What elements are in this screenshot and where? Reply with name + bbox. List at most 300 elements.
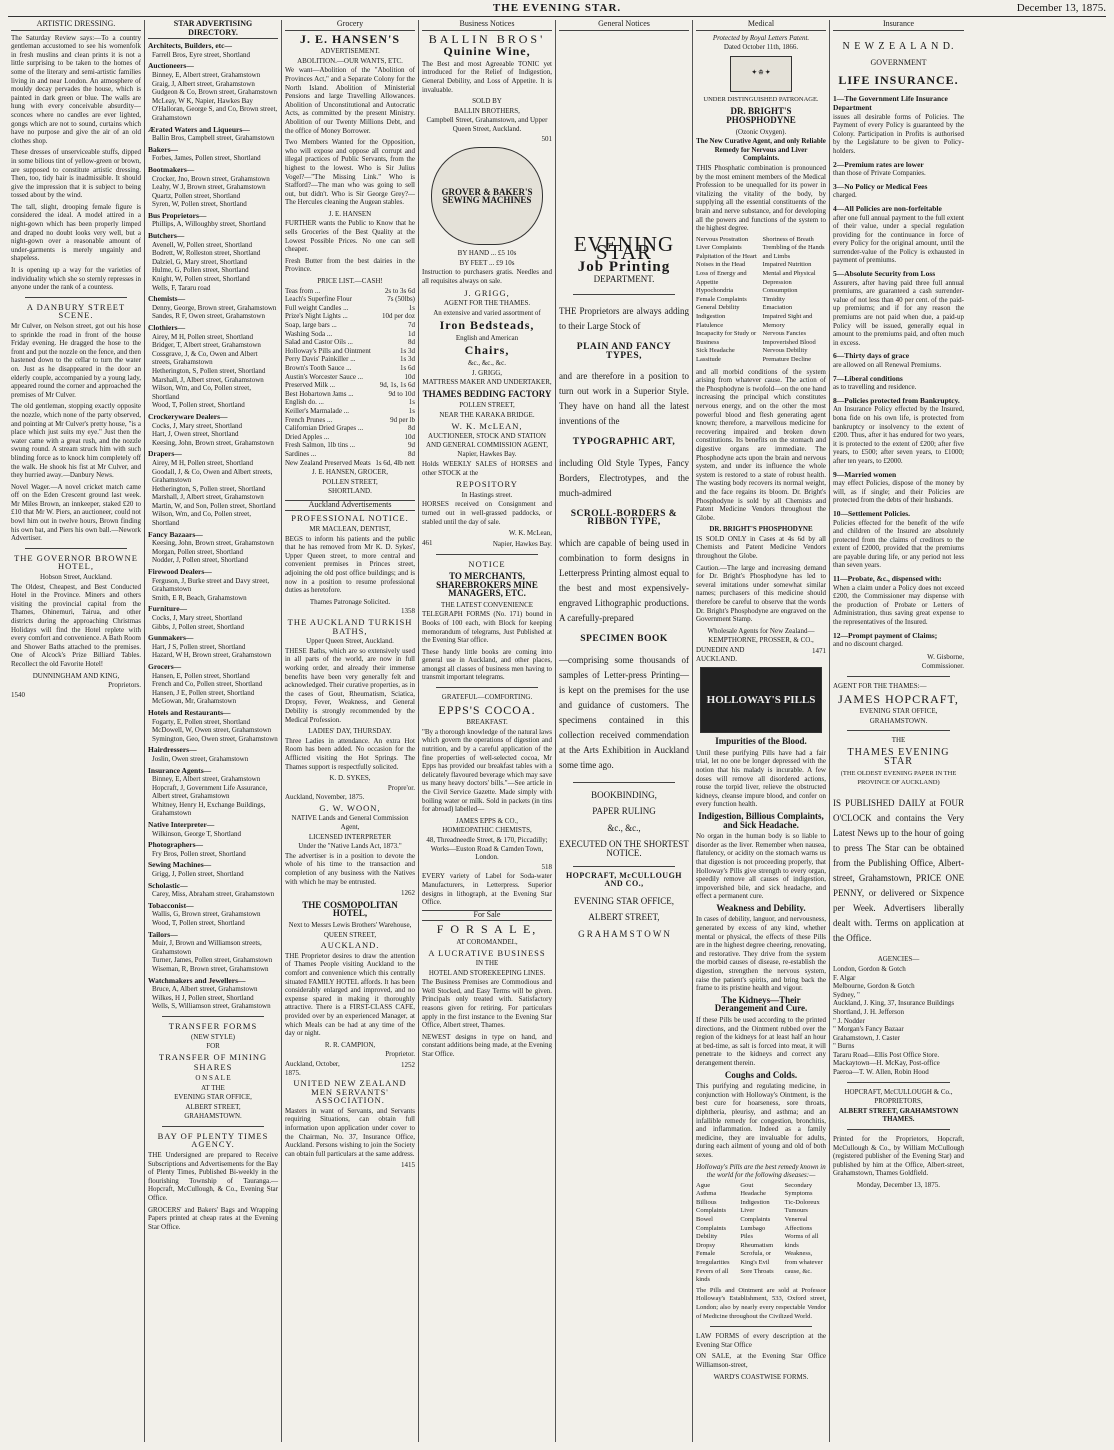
cosmopolitan-line: QUEEN STREET, xyxy=(323,930,377,939)
hansen-signature: J. E. HANSEN xyxy=(328,209,372,218)
mclean-line: AUCTIONEER, STOCK AND STATION AND GENERAL COMMISSION AGENT, xyxy=(425,432,549,449)
directory-category: Scholastic— xyxy=(148,880,188,890)
directory-entry: Grigg, J, Pollen street, Shortland xyxy=(152,870,244,879)
thames-star-text: IS PUBLISHED DAILY at FOUR O'CLOCK and contains the Very Latest News up to the hour of going to press The Star can be obtained from the Publishing Office, Albert-street, Grahamstown, PRICE ONE PENNY, or delivered or Sixpence per Week. Advertisers liberally dealt with. Terms on application at the Office. xyxy=(833,798,964,944)
ill-item: Bowel Complaints xyxy=(696,1216,726,1232)
printing-feature: PLAIN AND FANCY TYPES, xyxy=(576,341,672,361)
price-item: Brown's Tooth Sauce ... xyxy=(285,363,352,372)
transfer-forms-line: EVENING STAR OFFICE, xyxy=(174,1093,252,1102)
directory-category: Hotels and Restaurants— xyxy=(148,707,231,717)
transfer-forms-line: O N S A L E xyxy=(195,1073,231,1082)
dentist-name: MR MACLEAN, DENTIST, xyxy=(309,525,391,534)
transfer-forms-line: AT THE xyxy=(201,1083,225,1092)
sewing-machine-emblem: GROVER & BAKER'S SEWING MACHINES xyxy=(431,147,543,245)
insurance-item-heading: 9—Married women xyxy=(833,469,897,479)
label-notice: EVERY variety of Label for Soda-water Manufacturers, in Letterpress. Superior designs in lithograph, at the Evening Star Office. xyxy=(422,872,552,907)
directory-entry: Smith, E R, Beach, Grahamstown xyxy=(152,593,247,602)
printer-name: HOPCRAFT, McCULLOUGH AND CO., xyxy=(565,870,683,889)
price-row xyxy=(285,330,415,339)
insurance-item-heading: 7—Liberal conditions xyxy=(833,373,903,383)
columns xyxy=(8,20,1106,1442)
hansen-sig: J. E. HANSEN, GROCER, xyxy=(311,468,389,477)
holloway-text: If these Pills be used according to the printed directions, and the Ointment rubbed over the region of the kidneys for at least half an hour at bed-time, as salt is forced into meat, it will penetrate to the kidneys and correct any derangement therein. xyxy=(696,1016,826,1067)
ballin-line: Campbell Street, Grahamstown, and Upper Queen Street, Auckland. xyxy=(426,116,548,133)
bedsteads-line: NEAR THE KARAKA BRIDGE. xyxy=(439,411,535,420)
commissioner-name: W. Gisborne, xyxy=(927,652,964,661)
ad-number: 1540 xyxy=(11,690,25,699)
patent-line: Protected by Royal Letters Patent. xyxy=(712,33,810,42)
baths-title: THE AUCKLAND TURKISH BATHS, xyxy=(287,617,413,636)
royal-crest-icon: ✦ ♔ ✦ xyxy=(730,56,792,92)
for-sale-line: A LUCRATIVE BUSINESS xyxy=(428,947,546,958)
transfer-forms-line: SHARES xyxy=(193,1062,233,1073)
masthead-title: THE EVENING STAR. xyxy=(492,2,622,14)
insurance-item-text: and no discount charged. xyxy=(833,640,903,649)
ills-list xyxy=(696,1182,826,1285)
disease-item: Lassitude xyxy=(696,356,721,363)
masthead-date: December 13, 1875. xyxy=(1016,2,1106,14)
ill-item: Piles xyxy=(740,1233,753,1241)
imprint: Printed for the Proprietors, Hopcraft, McCullough & Co., by William McCullough (registered publisher of the Evening Star) and published by him at the Office, Albert-street, Grahamstown, Thames Goldfield. xyxy=(833,1135,964,1178)
directory-category: Ærated Waters and Liqueurs— xyxy=(148,124,250,134)
agencies-heading: AGENCIES— xyxy=(877,955,920,964)
section-heading: For Sale xyxy=(422,910,552,922)
holloway-list-intro: Holloway's Pills are the best remedy known in the world for the following diseases:— xyxy=(696,1162,826,1180)
ill-item: Lumbago xyxy=(740,1224,766,1232)
baths-text: THESE Baths, which are so extensively used in all parts of the world, are now in full working order, and already their immense benefits have been very generally felt and acknowledged. Their curative properties, as in the cases of Gout, Rheumatism, Sciatica, Dropsy, Fever, Weakness, and General Debility is strongly recommended by the Medical Profession. xyxy=(285,646,415,724)
directory-category: Native Interpreter— xyxy=(148,820,215,830)
ill-item: Headache xyxy=(740,1190,766,1198)
for-sale-line: AT COROMANDEL, xyxy=(456,937,518,946)
insurance-item-heading: 4—All Policies are non-forfeitable xyxy=(833,203,942,213)
directory-entry: Hetherington, S, Pollen street, Shortland xyxy=(152,366,266,375)
directory-entry: Farrell Bros, Eyre street, Shortland xyxy=(152,50,250,59)
directory-entry: Wood, T, Pollen street, Shortland xyxy=(152,919,245,927)
directory-entry: Joslin, Owen street, Grahamstown xyxy=(152,754,249,763)
hansen-text: Fresh Butter from the best dairies in the Province. xyxy=(285,256,415,274)
ill-item: Liver Complaints xyxy=(740,1207,771,1224)
directory-entry: Cossgrave, J, & Co, Owen and Albert streets, Grahamstown xyxy=(152,349,258,367)
agent-name: JAMES HOPCRAFT, xyxy=(838,691,959,706)
printing-feature: SCROLL-BORDERS & RIBBON TYPE, xyxy=(570,508,678,528)
price-item: Washing Soda ... xyxy=(285,329,333,338)
baths-role: Propre'or. xyxy=(387,783,415,792)
disease-list xyxy=(696,236,826,365)
insurance-item-heading: 1—The Government Life Insurance Department xyxy=(833,94,948,112)
phosphodyne-title-2: DR. BRIGHT'S PHOSPHODYNE xyxy=(709,525,813,534)
directory-category: Bus Proprietors— xyxy=(148,210,207,220)
epps-line: 48, Threadneedle Street, & 170, Piccadilly; Works—Euston Road & Camden Town, London. xyxy=(426,835,548,862)
column-general xyxy=(556,20,693,1442)
proprietor-line: HOPCRAFT, McCULLOUGH & Co., xyxy=(844,1087,953,1096)
notice-line: THE LATEST CONVENIENCE xyxy=(440,600,534,609)
nz-title: N E W Z E A L A N D. xyxy=(842,40,955,52)
bookbinding: BOOKBINDING, xyxy=(591,789,657,800)
price-row xyxy=(285,398,415,407)
price-item: Holloway's Pills and Ointment xyxy=(285,346,371,355)
baths-date: Auckland, November, 1875. xyxy=(285,793,365,802)
directory-entry: Cocks, J, Mary street, Shortland xyxy=(152,421,243,430)
epps-line: BREAKFAST. xyxy=(466,718,508,727)
directory-entry: Bridger, T, Albert street, Grahamstown xyxy=(152,341,261,350)
agency-entry: Tararu Road—Ellis Post Office Store. xyxy=(833,1050,940,1059)
directory-category: Furniture— xyxy=(148,604,188,614)
column-grocery xyxy=(282,20,419,1442)
phosphodyne-sub: (Ozonic Oxygen). xyxy=(735,127,787,136)
agency-entry: London, Gordon & Gotch xyxy=(833,964,906,973)
price-item: New Zealand Preserved Meats xyxy=(285,458,371,467)
holloway-heading: Coughs and Colds. xyxy=(724,1069,798,1080)
disease-item: Indigestion xyxy=(696,313,726,321)
for-sale-title: F O R S A L E, xyxy=(436,922,538,937)
insurance-item-text: charged. xyxy=(833,191,857,200)
price-item: Perry Davis' Painkiller ... xyxy=(285,355,356,364)
agency-entry: F. Algar xyxy=(833,973,856,982)
directory-category: Insurance Agents— xyxy=(148,765,212,775)
ill-item: Tic-Doloreux xyxy=(784,1198,820,1206)
bags-notice: GROCERS' and Bakers' Bags and Wrapping Papers printed at cheap rates at the Evening Star Office. xyxy=(148,1205,278,1231)
directory-category: Fancy Bazaars— xyxy=(148,529,203,539)
ad-number: 501 xyxy=(541,134,552,143)
price-value: 1s 6d, 4lb nett xyxy=(375,458,415,467)
dentist-line: Thames Patronage Solicited. xyxy=(309,597,391,606)
directory-entry: Binney, E, Albert street, Grahamstown xyxy=(152,70,261,79)
directory-entry: Wilson, Wm, and Co, Pollen street, Shortland xyxy=(152,510,251,528)
insurance-item-heading: 10—Settlement Policies. xyxy=(833,508,911,518)
printing-text: including Old Style Types, Fancy Borders, Electrotypes, and the much-admired xyxy=(559,457,689,498)
price-value: 8d xyxy=(408,424,415,433)
holloway-heading: Impurities of the Blood. xyxy=(715,736,807,747)
price-row xyxy=(285,407,415,416)
directory-entry: Knight, W, Pollen street, Shortland xyxy=(152,275,250,284)
price-value: 1s 6d xyxy=(400,363,415,372)
price-value: 1s 3d xyxy=(400,355,415,364)
divider xyxy=(162,1016,264,1017)
cosmopolitan-line: Next to Messrs Lewis Brothers' Warehouse, xyxy=(288,921,412,929)
price-row xyxy=(285,381,415,390)
price-row xyxy=(285,441,415,450)
price-value: 9d, 1s, 1s 6d xyxy=(379,381,415,390)
ballin-text: The Best and most Agreeable TONIC yet introduced for the Relief of Indigestion, General Debility, and Loss of Appetite. It is invaluable. xyxy=(422,59,552,94)
directory-entry: Avenell, W, Pollen street, Shortland xyxy=(152,240,252,249)
disease-item: Premature Decline xyxy=(762,356,812,363)
mclean-text: HORSES received on Consignment and turned out in well-grassed paddocks, or stabled until the day of sale. xyxy=(422,500,552,526)
directory-entry: Wilkes, H J, Pollen street, Shortland xyxy=(152,993,254,1002)
baths-address: Upper Queen Street, Auckland. xyxy=(306,637,394,646)
agency-entry: Auckland, J. King, 37, Insurance Buildings xyxy=(833,999,955,1008)
cosmopolitan-title: THE COSMOPOLITAN HOTEL, xyxy=(302,899,398,919)
directory-entry: Hulme, G, Pollen street, Shortland xyxy=(152,266,249,275)
printer-line: EVENING STAR OFFICE, xyxy=(573,895,675,906)
evening-star-title: EVENING STAR xyxy=(573,231,675,265)
ad-number: 1262 xyxy=(401,889,415,898)
insurance-item-text: An Insurance Policy effected by the Insured, bona fide on his own life, is protected from bankruptcy or insolvency to the extent of £200. Thus, after it has endured for two years, it is protected to the extent of £200; after five years, to £500; after seven years, to £1000; after ten years, to £2000. xyxy=(833,405,964,465)
price-value: 2s to 3s 6d xyxy=(384,286,415,295)
agency-entry: " J. Nodder xyxy=(833,1016,865,1025)
directory-category: Clothiers— xyxy=(148,323,186,332)
price-row xyxy=(285,416,415,425)
epps-line: GRATEFUL—COMFORTING. xyxy=(441,693,533,702)
price-item: Full weight Candles ... xyxy=(285,303,349,312)
ill-item: Billious Complaints xyxy=(696,1198,726,1215)
directory-entry: McDowell, W, Owen street, Grahamstown xyxy=(152,726,272,735)
directory-category: Crockeryware Dealers— xyxy=(148,411,228,421)
disease-item: Emaciation xyxy=(762,304,793,312)
ill-item: Dropsy xyxy=(696,1241,716,1249)
ill-item: Rheumatism xyxy=(740,1241,774,1249)
wholesale-address: DUNEDIN AND AUCKLAND. xyxy=(696,646,745,663)
column-heading: General Notices xyxy=(559,20,689,31)
directory-entry: Fry Bros, Pollen street, Shortland xyxy=(152,849,246,858)
column-heading: Business Notices xyxy=(422,20,552,31)
price-item: Teas from ... xyxy=(285,286,321,295)
directory-entry: Ballin Bros, Campbell street, Grahamstown xyxy=(152,134,275,143)
epps-text: "By a thorough knowledge of the natural laws which govern the operations of digestion and nutrition, and by a careful application of the fine properties of well-selected cocoa, Mr Epps has provided our breakfast tables with a delicately flavoured beverage which may save us many heavy doctors' bills."—See article in the Civil Service Gazette. Made simply with boiling water or milk. Sold in packets (in tins for abroad) labelled— xyxy=(422,727,552,814)
ill-item: Gout xyxy=(740,1181,754,1189)
spacer xyxy=(559,34,689,234)
phosphodyne-tagline: The New Curative Agent, and only Reliable Remedy for Nervous and Liver Complaints. xyxy=(696,137,826,163)
directory-entry: Airey, M H, Pollen street, Shortland xyxy=(152,458,254,467)
directory-category: Photographers— xyxy=(148,840,203,850)
chairs-title: Chairs, xyxy=(464,343,510,358)
directory-entry: Leahy, W J, Brown street, Grahamstown xyxy=(152,183,266,192)
ad-number: 1415 xyxy=(401,1161,415,1170)
wholesale-line: Wholesale Agents for New Zealand— xyxy=(707,626,815,635)
directory-entry: Wallis, G, Brown street, Grahamstown xyxy=(152,910,261,919)
ad-number: 518 xyxy=(541,862,552,871)
directory-entry: Gibbs, J, Pollen street, Shortland xyxy=(152,622,244,631)
directory-category: Auctioneers— xyxy=(148,61,194,71)
price-item: Prize's Night Lights ... xyxy=(285,312,348,321)
price-value: 8d xyxy=(408,449,415,458)
directory-category: Chemists— xyxy=(148,294,186,304)
directory-entry: Marshall, J, Albert street, Grahamstown xyxy=(152,493,264,502)
woon-title: G. W. WOON, xyxy=(319,802,381,813)
disease-item: Timidity xyxy=(762,295,786,303)
mclean-line: In Hastings street. xyxy=(461,490,513,499)
epps-line: JAMES EPPS & CO., xyxy=(455,816,519,825)
divider xyxy=(847,1129,950,1130)
hansen-text: FURTHER wants the Public to Know that he sells Groceries of the Best Quality at the Lowest Possible Prices. No one can sell cheaper. xyxy=(285,219,415,254)
disease-item: Hypochondria xyxy=(696,287,734,295)
insurance-item-text: When a claim under a Policy does not exceed £200, the Commissioner may dispense with the production of Probate or Letters of Administration, thus saving great expense to the representatives of the Insured. xyxy=(833,583,964,627)
life-insurance-title: LIFE INSURANCE. xyxy=(838,72,959,87)
divider xyxy=(436,687,538,688)
bedsteads-line: &c., &c., &c. xyxy=(468,359,506,368)
price-value: 7s (50lbs) xyxy=(387,295,415,304)
holloway-text: No organ in the human body is so liable to disorder as the liver. Remember when nausea, flatulency, or acidity on the stomach warns us that digestion is not proceeding properly, that Holloway's Pills give strength to every organ, speedily remove all causes of indigestion, impoverished bile, and sick headache, and effect a permanent cure. xyxy=(696,832,826,901)
hotel-signature: DUNNINGHAM AND KING, xyxy=(32,671,120,680)
column-heading: Insurance xyxy=(833,20,964,31)
notice-title: NOTICE xyxy=(468,559,506,570)
bedsteads-title: Iron Bedsteads, xyxy=(439,318,535,333)
holloway-heading: Indigestion, Billious Complaints, and Sick Headache. xyxy=(698,810,824,830)
price-value: 9d to 10d xyxy=(388,389,415,398)
directory-category: Watchmakers and Jewellers— xyxy=(148,975,246,985)
divider xyxy=(573,866,675,867)
ill-item: Sore Throats xyxy=(740,1267,774,1275)
directory-entry: Cocks, J, Mary street, Shortland xyxy=(152,614,243,622)
directory-entry: O'Halloran, George S, and Co, Brown street, Grahamstown xyxy=(152,105,278,122)
price-item: Fresh Salmon, 1lb tins ... xyxy=(285,441,356,450)
ill-item: Scrofula, or King's Evil xyxy=(740,1250,772,1267)
holloway-text: This purifying and regulating medicine, in conjunction with Holloway's Ointment, is the best cure for hoarseness, sore throats, diphtheria, pleurisy, and asthma; and an infallible remedy for congestion, bronchitis, and inflammation. Indeed as a family medicine, they are invaluable for adults, during each ailment of young and old of both sexes. xyxy=(696,1082,826,1159)
directory-list xyxy=(148,42,278,1011)
hansen-sig: POLLEN STREET, xyxy=(322,477,378,486)
directory-entry: Muir, J, Brown and Williamson streets, Grahamstown xyxy=(152,939,262,956)
column-business xyxy=(419,20,556,1442)
disease-item: Trembling of the Hands and Limbs xyxy=(762,244,825,260)
directory-category: Bakers— xyxy=(148,144,178,154)
disease-item: Nervous Fancies xyxy=(762,330,807,338)
servants-text: Masters in want of Servants, and Servants requiring Situations, can obtain full information upon application under cover to the Chairman, No. 37, Insurance Office, Auckland. Persons wishing to join the Society can obtain full particulars at the same address. xyxy=(285,1106,415,1158)
insurance-item-text: than those of Private Companies. xyxy=(833,169,926,178)
bedsteads-line: POLLEN STREET, xyxy=(459,401,515,410)
for-sale-text: The Business Premises are Commodious and Well Stocked, and Easy Terms will be given. Principals only treated with. Satisfactory reasons given for retiring. For particulars apply in the first instance to the Evening Star Office, Albert street, Thames. xyxy=(422,978,552,1030)
sewing-text: Instruction to purchasers gratis. Needles and all requisites always on sale. xyxy=(422,268,552,285)
thames-star-title: THAMES EVENING STAR xyxy=(847,746,950,767)
agency-entry: Mackaytown—H. McKay, Post-office xyxy=(833,1059,940,1068)
cosmopolitan-line: AUCKLAND. xyxy=(320,940,380,951)
price-item: Preserved Milk ... xyxy=(285,381,335,390)
transfer-forms-line: GRAHAMSTOWN. xyxy=(184,1112,242,1121)
bedsteads-line: An extensive and varied assortment of xyxy=(433,308,541,317)
directory-entry: Wilson, Wm, and Co, Pollen street, Shortland xyxy=(152,384,251,401)
ill-item: Weakness, from whatever cause, &c. xyxy=(784,1250,823,1275)
patronage: UNDER DISTINGUISHED PATRONAGE. xyxy=(703,95,819,103)
directory-entry: Symington, Geo, Owen street, Grahamstown xyxy=(152,734,278,743)
price-row xyxy=(285,390,415,399)
directory-entry: Fogarty, E, Pollen street, Shortland xyxy=(152,717,251,726)
article-paragraph: The tall, slight, drooping female figure is considered the ideal. A model attired in a night-gown which has been properly limped and draped no doubt looks very well, but a night-gown over a reasonable amount of under-garments is merely ungainly and shapeless. xyxy=(11,202,141,263)
article-paragraph: Mr Culver, on Nelson street, got out his hose to sprinkle the road in front of the house Friday evening. He dragged the hose to the front and put the nozzle on the fence, and then hastened down to the cellar to turn the water on. Just as he disappeared in the door an elderly couple, accompanied by a young lady, appeared round the corner and approached the premises of Mr Culver. xyxy=(11,322,141,399)
ballin-product: Quinine Wine, xyxy=(443,44,531,59)
directory-entry: Graig, J, Albert street, Grahamstown xyxy=(152,79,255,88)
ballin-line: SOLD BY xyxy=(472,97,502,106)
disease-item: Loss of Energy and Appetite xyxy=(696,270,747,286)
article-paragraph: These dresses of unserviceable stuffs, dipped in some bilious tint of yellow-green or brown, are supposed to constitute artistic dressing. Then, too, tidy hair is inadmissible. It should give the impression that it is subject to being tossed about by the wind. xyxy=(11,148,141,200)
hansen-title: J. E. HANSEN'S xyxy=(299,31,401,46)
imprint-date: Monday, December 13, 1875. xyxy=(856,1181,941,1189)
insurance-item-heading: 12—Prompt payment of Claims; xyxy=(833,630,938,640)
insurance-item-text: issues all desirable forms of Policies. The Payment of every Policy is guaranteed by the Colony. Participation in Profits is authorised by the Legislature to be given to Policy-holders. xyxy=(833,112,964,155)
holloway-text: Until these purifying Pills have had a fair trial, let no one be longer depressed with the notion that his malady is incurable. A few doses will remove all disordered actions, rouse the torpid liver, relieve the obstructed kidneys, cleanse impure blood, and confer on every function health. xyxy=(696,748,826,809)
sewing-price: BY FEET ... £9 10s xyxy=(459,258,515,267)
disease-item: Impaired Sight and Memory xyxy=(762,313,813,329)
printing-text: which are capable of being used in combination to form designs in Letterpress Printing almost equal to the best and most expensively-engraved Lithographic productions. A carefully-prepared xyxy=(559,537,689,623)
ballin-title: BALLIN BROS' xyxy=(428,31,546,46)
ill-item: Venereal Affections xyxy=(784,1216,812,1232)
price-row xyxy=(285,355,415,364)
directory-entry: Hart, J S, Pollen street, Shortland xyxy=(152,642,246,651)
price-row xyxy=(285,373,415,382)
directory-entry: Crocker, Jno, Brown street, Grahamstown xyxy=(152,174,270,183)
directory-category: Architects, Builders, etc— xyxy=(148,41,233,51)
holloway-text: In cases of debility, languor, and nervousness, generated by excess of any kind, whether mental or physical, the effects of these Pills are in the highest degree cheering, renovating, and restorative. They drive from the system the morbid causes of disease, re-establish the digestion, strengthen the nervous system, raise the patient's spirits, and bring back the frame to its pristine health and vigour. xyxy=(696,915,826,993)
wholesale-footer xyxy=(696,646,826,663)
directory-category: Sewing Machines— xyxy=(148,860,212,870)
directory-entry: Quartz, Pollen street, Shortland xyxy=(152,191,241,200)
notice-text: These handy little books are coming into general use in Auckland, and other places, amongst all classes of business men having to transmit important telegrams. xyxy=(422,647,552,682)
shortest-notice: EXECUTED ON THE SHORTEST NOTICE. xyxy=(559,839,689,858)
insurance-item-text: are allowed on all Renewal Premiums. xyxy=(833,361,942,369)
directory-entry: Nodder, J, Pollen street, Shortland xyxy=(152,556,248,565)
government: GOVERNMENT xyxy=(870,58,927,68)
paper-ruling: PAPER RULING xyxy=(592,806,656,817)
agency-entry: Shortland, J. H. Jefferson xyxy=(833,1007,905,1016)
directory-entry: Hopcraft, J, Government Life Assurance, Albert street, Grahamstown xyxy=(152,783,268,801)
agency-entry: Melbourne, Gordon & Gotch xyxy=(833,982,915,991)
holloway-heading: Weakness and Debility. xyxy=(716,902,806,913)
directory-entry: McGowan, Mr, Grahamstown xyxy=(152,697,237,706)
directory-entry: Wells, S, Williamson street, Grahamstown xyxy=(152,1002,271,1011)
phosphodyne-title: DR. BRIGHT'S PHOSPHODYNE xyxy=(726,106,796,125)
directory-entry: Wilkinson, George T, Shortland xyxy=(152,829,241,838)
servants-title: UNITED NEW ZEALAND MEN SERVANTS' ASSOCIATION. xyxy=(293,1078,407,1106)
column-heading: STAR ADVERTISING DIRECTORY. xyxy=(148,20,278,39)
transfer-forms-line: TRANSFER OF MINING xyxy=(158,1051,268,1062)
price-row xyxy=(285,424,415,433)
ill-item: Tumours xyxy=(784,1207,808,1215)
for-sale-line: IN THE xyxy=(475,959,499,968)
disease-item: Consumption xyxy=(762,287,798,295)
insurance-item-heading: 3—No Policy or Medical Fees xyxy=(833,181,928,191)
divider xyxy=(847,730,950,731)
agent-line: AGENT FOR THE THAMES:— xyxy=(833,682,927,690)
price-row xyxy=(285,321,415,330)
ill-item: Indigestion xyxy=(740,1198,770,1206)
hotel-ad-title: THE GOVERNOR BROWNE HOTEL, xyxy=(14,552,138,572)
price-row xyxy=(285,450,415,459)
column-artistic-dressing xyxy=(8,20,145,1442)
dentist-title: PROFESSIONAL NOTICE. xyxy=(291,513,409,524)
directory-entry: McLeay, W K, Napier, Hawkes Bay xyxy=(152,96,253,105)
directory-entry: Wood, T, Pollen street, Shortland xyxy=(152,401,245,410)
divider xyxy=(847,1082,950,1083)
divider xyxy=(436,554,538,555)
baths-text: Three Ladies in attendance. An extra Hot Room has been added. No occasion for the Afflicted visiting the Hot Springs. The Thames support is respectfully solicited. xyxy=(285,736,415,771)
directory-category: Tailors— xyxy=(148,929,178,939)
cosmopolitan-role: Proprietor. xyxy=(385,1050,415,1059)
printing-text: and are therefore in a position to turn out work in a Superior Style. They have on hand all the latest inventions of the xyxy=(559,371,689,427)
baths-signature: K. D. SYKES, xyxy=(329,774,371,783)
column-medical xyxy=(693,20,830,1442)
price-item: Soap, large bars ... xyxy=(285,321,337,329)
agent-town: GRAHAMSTOWN. xyxy=(869,716,928,725)
divider xyxy=(162,1126,264,1127)
dentist-text: BEGS to inform his patients and the public that he has removed from Mr K. D. Sykes', Upper Queen street, to more central and convenient premises in Princes street, adjoining the old post office buildings; and is now in a position to resume professional duties as heretofore. xyxy=(285,534,415,595)
hansen-text: Two Members Wanted for the Opposition, who will expose and oppose all corrupt and illegal practices of Public Servants, from the highest to the lowest. Who is Sir Julius Vogel?—"The Missing Link." Who is Stafford?—The man who was going to sell out, but didn't. Who is Sir George Grey?—The Hercules cleaning the Augean stables. xyxy=(285,138,415,207)
directory-entry: Wells, F, Tararu road xyxy=(152,283,211,292)
directory-entry: Binney, E, Albert street, Grahamstown xyxy=(152,775,261,784)
directory-category: Tobacconist— xyxy=(148,900,194,910)
article-paragraph: Novel Wager.—A novel cricket match came off on the Eden Crescent ground last week. Mr Miles Brown, an innkeeper, staked £20 to £10 that Mr W. Piers, an auctioneer, could not bowl him out in twelve hours, Brown finding his own bat, and Piers his own ball.—Nework Advertiser. xyxy=(11,482,141,543)
directory-entry: Hansen, E, Pollen street, Shortland xyxy=(152,671,250,680)
type-notice: NEWEST designs in type on hand, and constant additions being made, at the Evening Star Office. xyxy=(422,1032,552,1059)
price-row xyxy=(285,287,415,296)
price-row xyxy=(285,295,415,304)
bedsteads-line: J. GRIGG, xyxy=(471,368,503,377)
hotel-address: Hobson Street, Auckland. xyxy=(40,573,112,582)
proprietor-line: PROPRIETORS, xyxy=(874,1097,923,1106)
epps-title: EPPS'S COCOA. xyxy=(438,702,536,717)
directory-category: Hairdressers— xyxy=(148,745,197,755)
article-title: A DANBURY STREET SCENE. xyxy=(26,301,126,321)
phosphodyne-text: THIS Phosphatic combination is pronounced by the most eminent members of the Medical Profession to be unequalled for its power in vitalizing the vitality of the body, by supplying all the essential constituents of the brain and nerve substance, and for developing all the powers and functions of the system to the highest degree. xyxy=(696,163,826,233)
agencies-list xyxy=(833,965,964,1077)
price-row xyxy=(285,364,415,373)
insurance-item-heading: 11—Probate, &c., dispensed with: xyxy=(833,574,942,584)
